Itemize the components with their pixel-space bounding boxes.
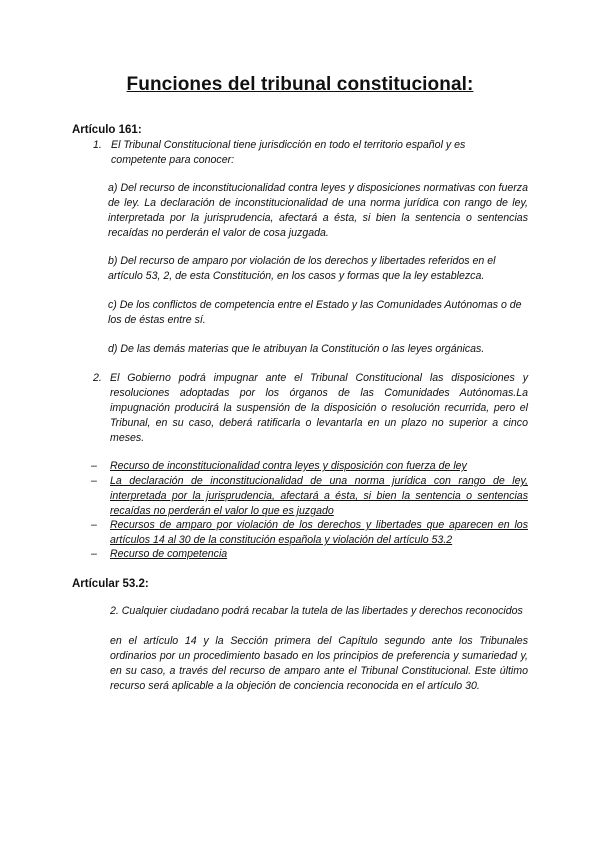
article-161-intro: El Tribunal Constitucional tiene jurisdicción en todo el territorio español y es competente para conocer: <box>111 139 466 166</box>
heading-article-53-2: Artícular 53.2: <box>72 578 149 590</box>
paragraph-a: a) Del recurso de inconstitucionalidad contra leyes y disposiciones normativas con fuerza de ley. La declaración de inconstitucionalidad de una norma jurídica con rango de ley, interpretada por la jurisprudencia, afectará a ésta, si bien la sentencia o sentencias recaídas no perderán el valor de cosa juzgada. <box>108 182 528 239</box>
article-53-paragraph-1: 2. Cualquier ciudadano podrá recabar la tutela de las libertades y derechos reconocidos <box>110 605 523 617</box>
bullet-marker: – <box>91 475 97 487</box>
paragraph-b: b) Del recurso de amparo por violación de los derechos y libertades referidos en el artículo 53, 2, de esta Constitución, en los casos y formas que la ley establezca. <box>108 255 496 282</box>
page-title: Funciones del tribunal constitucional: <box>126 74 474 95</box>
paragraph-d: d) De las demás materias que le atribuyan la Constitución o las leyes orgánicas. <box>108 343 485 355</box>
bullet-item-3: Recursos de amparo por violación de los derechos y libertades que aparecen en los artículos 14 al 30 de la constitución española y violación del artículo 53.2 <box>110 519 528 546</box>
paragraph-c: c) De los conflictos de competencia entre el Estado y las Comunidades Autónomas o de los de éstas entre sí. <box>108 299 522 326</box>
item-number-1: 1. <box>93 139 102 151</box>
paragraph-item-2: El Gobierno podrá impugnar ante el Tribunal Constitucional las disposiciones y resoluciones adoptadas por los órganos de las Comunidades Autónomas.La impugnación producirá la suspensión de la disposición o resolución recurrida, pero el Tribunal, en su caso, deberá ratificarla o levantarla en un plazo no superior a cinco meses. <box>110 372 528 444</box>
bullet-item-4: Recurso de competencia <box>110 548 228 560</box>
bullet-marker: – <box>91 548 97 560</box>
bullet-item-2: La declaración de inconstitucionalidad de una norma jurídica con rango de ley, interpretada por la jurisprudencia, afectará a ésta, si bien la sentencia o sentencias recaídas no perderán el valor lo que es juzgado <box>110 475 528 517</box>
heading-article-161: Artículo 161: <box>72 124 142 136</box>
bullet-marker: – <box>91 519 97 531</box>
item-number-2: 2. <box>93 372 102 384</box>
article-53-paragraph-2: en el artículo 14 y la Sección primera del Capítulo segundo ante los Tribunales ordinarios por un procedimiento basado en los principios de preferencia y sumariedad y, en su caso, a través del recurso de amparo ante el Tribunal Constitucional. Este último recurso será aplicable a la objeción de conciencia reconocida en el artículo 30. <box>110 635 528 692</box>
bullet-marker: – <box>91 460 97 472</box>
bullet-item-1: Recurso de inconstitucionalidad contra leyes y disposición con fuerza de ley <box>110 460 467 472</box>
